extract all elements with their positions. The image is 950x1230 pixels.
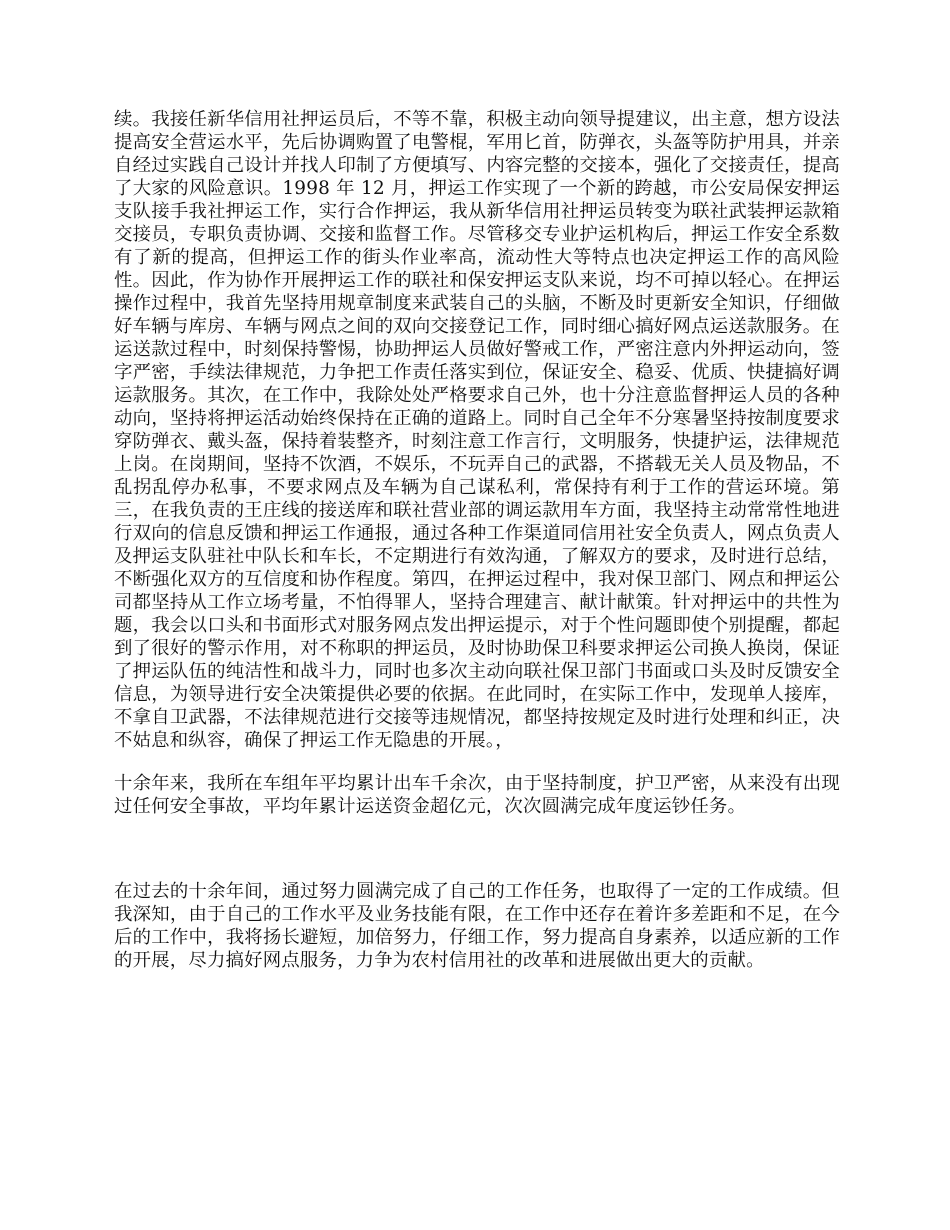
- paragraph-safety-record: 十余年来，我所在车组年平均累计出车千余次，由于坚持制度，护卫严密，从来没有出现过任何安全事故，平均年累计运送资金超亿元，次次圆满完成年度运钞任务。: [114, 773, 840, 817]
- document-body: [114, 108, 840, 972]
- paragraph-escort-duties: 续。我接任新华信用社押运员后，不等不靠，积极主动向领导提建议，出主意，想方设法提高安全营运水平，先后协调购置了电警棍，军用匕首，防弹衣，头盔等防护用具，并亲自经过实践自己设计并找人印制了方便填写、内容完整的交接本，强化了交接责任，提高了大家的风险意识。1998 年 12 月，押运工作实现了一个新的跨越，市公安局保安押运支队接手我社押运工作，实行合作押运，我从新华信用社押运员转变为联社武装押运款箱交接员，专职负责协调、交接和监督工作。尽管移交专业护运机构后，押运工作安全系数有了新的提高，但押运工作的街头作业率高，流动性大等特点也决定押运工作的高风险性。因此，作为协作开展押运工作的联社和保安押运支队来说，均不可掉以轻心。在押运操作过程中，我首先坚持用规章制度来武装自己的头脑，不断及时更新安全知识，仔细做好车辆与库房、车辆与网点之间的双向交接登记工作，同时细心搞好网点运送款服务。在运送款过程中，时刻保持警惕，协助押运人员做好警戒工作，严密注意内外押运动向，签字严密，手续法律规范，力争把工作责任落实到位，保证安全、稳妥、优质、快捷搞好调运款服务。其次，在工作中，我除处处严格要求自己外，也十分注意监督押运人员的各种动向，坚持将押运活动始终保持在正确的道路上。同时自己全年不分寒暑坚持按制度要求穿防弹衣、戴头盔，保持着装整齐，时刻注意工作言行，文明服务，快捷护运，法律规范上岗。在岗期间，坚持不饮酒，不娱乐，不玩弄自己的武器，不搭载无关人员及物品，不乱拐乱停办私事，不要求网点及车辆为自己谋私利，常保持有利于工作的营运环境。第三，在我负责的王庄线的接送库和联社营业部的调运款用车方面，我坚持主动常常性地进行双向的信息反馈和押运工作通报，通过各种工作渠道同信用社安全负责人，网点负责人及押运支队驻社中队长和车长，不定期进行有效沟通，了解双方的要求，及时进行总结，不断强化双方的互信度和协作程度。第四，在押运过程中，我对保卫部门、网点和押运公司都坚持从工作立场考量，不怕得罪人，坚持合理建言、献计献策。针对押运中的共性为题，我会以口头和书面形式对服务网点发出押运提示，对于个性问题即使个别提醒，都起到了很好的警示作用，对不称职的押运员，及时协助保卫科要求押运公司换人换岗，保证了押运队伍的纯洁性和战斗力，同时也多次主动向联社保卫部门书面或口头及时反馈安全信息，为领导进行安全决策提供必要的依据。在此同时，在实际工作中，发现单人接库，不拿自卫武器，不法律规范进行交接等违规情况，都坚持按规定及时进行处理和纠正，决不姑息和纵容，确保了押运工作无隐患的开展。，: [114, 109, 840, 751]
- paragraph-conclusion: 在过去的十余年间，通过努力圆满完成了自己的工作任务，也取得了一定的工作成绩。但我深知，由于自己的工作水平及业务技能有限，在工作中还存在着许多差距和不足，在今后的工作中，我将扬长避短，加倍努力，仔细工作，努力提高自身素养，以适应新的工作的开展，尽力搞好网点服务，力争为农村信用社的改革和进展做出更大的贡献。: [114, 881, 840, 971]
